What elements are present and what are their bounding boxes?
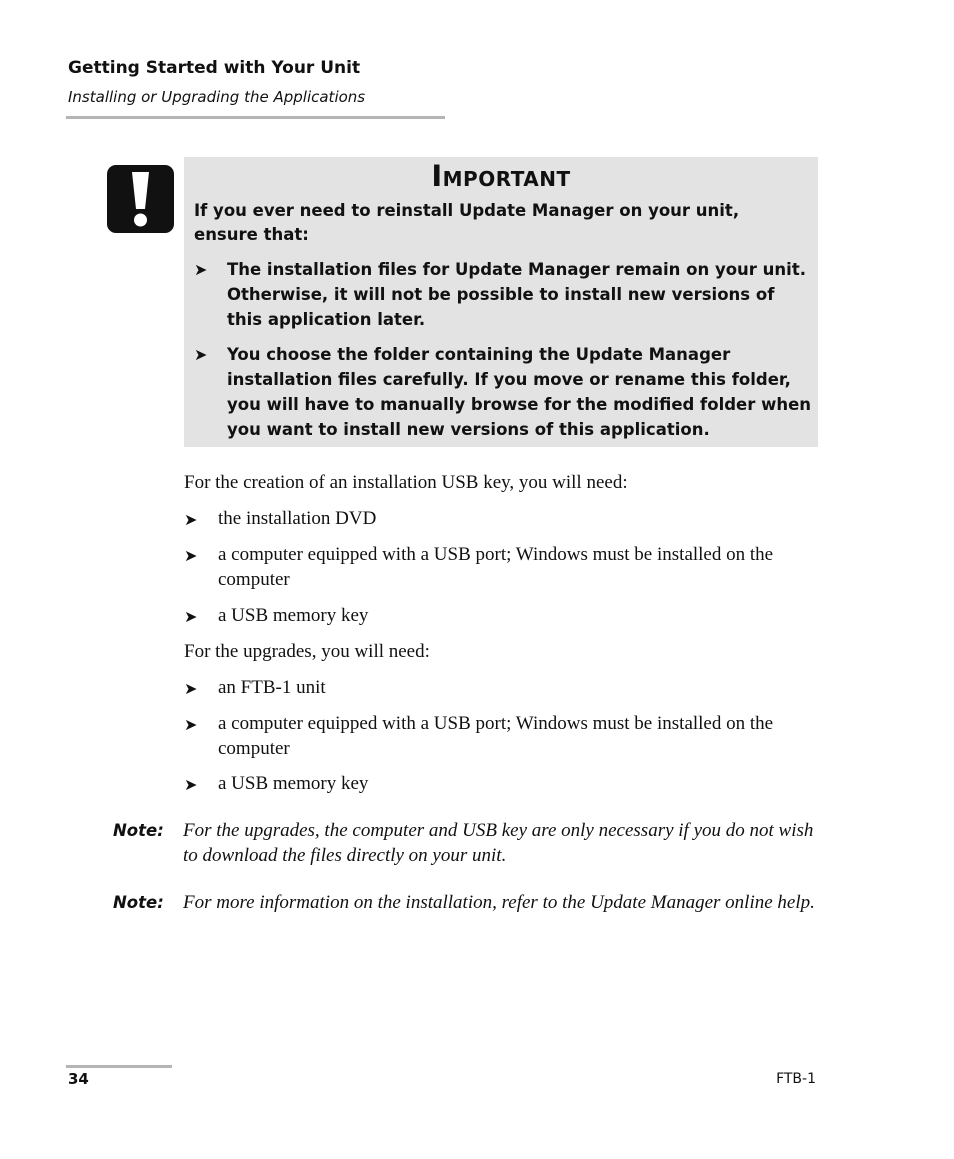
header-subtitle: Installing or Upgrading the Applications <box>68 88 366 106</box>
bullet-arrow-icon: ➤ <box>184 510 198 529</box>
list-item-text: the installation DVD <box>218 508 377 529</box>
list-item-text: a computer equipped with a USB port; Windows must be installed on the computer <box>218 713 774 759</box>
bullet-arrow-icon: ➤ <box>184 775 198 794</box>
list-item-text: a USB memory key <box>218 605 369 626</box>
bullet-arrow-icon: ➤ <box>184 607 198 626</box>
usb-intro: For the creation of an installation USB key, you will need: <box>184 472 628 493</box>
list-item-text: a USB memory key <box>218 773 369 794</box>
bullet-arrow-icon: ➤ <box>184 715 198 734</box>
important-intro: If you ever need to reinstall Update Manager on your unit, ensure that: <box>194 201 740 244</box>
note-label: Note: <box>113 893 164 912</box>
note-text: For the upgrades, the computer and USB key are only necessary if you do not wish to download the files directly on your unit. <box>183 820 814 866</box>
bullet-arrow-icon: ➤ <box>194 345 208 364</box>
important-box <box>184 157 818 447</box>
important-bullet-text: The installation files for Update Manager remain on your unit. Otherwise, it will not be possible to install new versions of this application later. <box>227 260 806 329</box>
footer-rule <box>66 1065 172 1068</box>
upgrade-intro: For the upgrades, you will need: <box>184 641 430 662</box>
list-item-text: a computer equipped with a USB port; Windows must be installed on the computer <box>218 544 774 590</box>
bullet-arrow-icon: ➤ <box>184 546 198 565</box>
list-item-text: an FTB-1 unit <box>218 677 326 698</box>
header-title: Getting Started with Your Unit <box>68 58 361 78</box>
note-label: Note: <box>113 821 164 840</box>
note-text: For more information on the installation, refer to the Update Manager online help. <box>183 892 815 913</box>
important-bullet-text: You choose the folder containing the Update Manager installation files carefully. If you move or rename this folder, you will have to manually browse for the modified folder when you want to install new versions of this application. <box>227 345 812 439</box>
bullet-arrow-icon: ➤ <box>184 679 198 698</box>
header-rule <box>66 116 445 119</box>
exclamation-icon <box>107 165 174 233</box>
important-title: Important <box>431 159 571 193</box>
bullet-arrow-icon: ➤ <box>194 260 208 279</box>
page-number: 34 <box>68 1070 89 1088</box>
footer-doc-name: FTB-1 <box>776 1071 816 1087</box>
